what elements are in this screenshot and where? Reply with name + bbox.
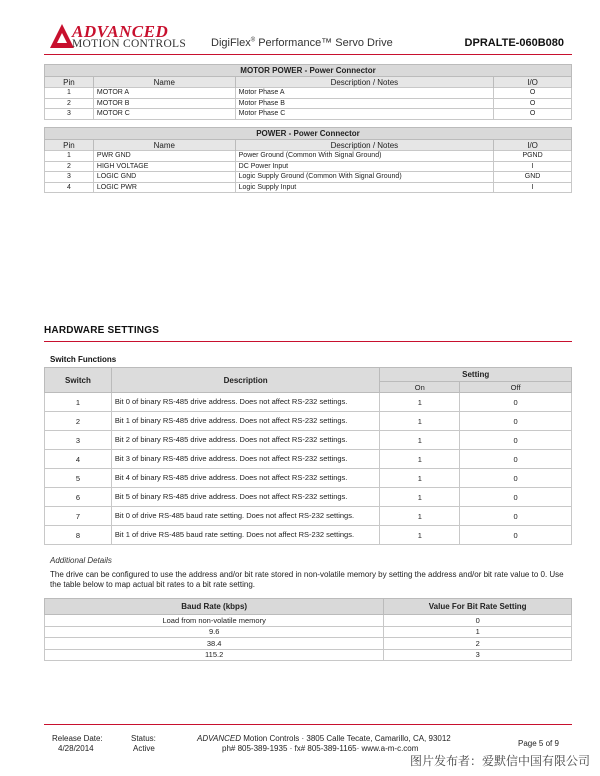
- table-row: [45, 151, 572, 162]
- cell-name: PWR GND: [93, 151, 235, 162]
- cell-on: 1: [380, 507, 460, 526]
- cell-on: 1: [380, 469, 460, 488]
- footer-rule: [44, 724, 572, 725]
- table-row: [45, 88, 572, 99]
- table-row: [45, 393, 572, 412]
- col-header-pin: Pin: [45, 77, 94, 88]
- cell-switch: 7: [45, 507, 112, 526]
- additional-details-title: Additional Details: [50, 556, 112, 565]
- cell-description: Bit 2 of binary RS-485 drive address. Does not affect RS-232 settings.: [111, 431, 379, 450]
- watermark-text: 图片发布者：爱默信中国有限公司: [409, 754, 590, 768]
- col-header-setting: Setting: [380, 368, 572, 382]
- cell-name: LOGIC GND: [93, 172, 235, 183]
- cell-switch: 5: [45, 469, 112, 488]
- cell-desc: DC Power Input: [235, 161, 493, 172]
- cell-desc: Motor Phase C: [235, 109, 493, 120]
- cell-pin: 3: [45, 109, 94, 120]
- cell-io: O: [494, 109, 572, 120]
- subsection-title: Switch Functions: [50, 355, 117, 364]
- cell-description: Bit 1 of binary RS-485 drive address. Does not affect RS-232 settings.: [111, 412, 379, 431]
- switch-functions-table: [44, 367, 572, 545]
- logo-triangle-icon: [50, 24, 74, 48]
- cell-baud-rate: 38.4: [45, 638, 384, 650]
- table-row: [45, 488, 572, 507]
- product-name: DigiFlex® Performance™ Servo Drive: [211, 37, 393, 49]
- cell-pin: 4: [45, 182, 94, 193]
- table-row: [45, 412, 572, 431]
- table-row: [45, 431, 572, 450]
- cell-description: Bit 5 of binary RS-485 drive address. Does not affect RS-232 settings.: [111, 488, 379, 507]
- motor-power-table: [44, 64, 572, 120]
- model-number: DPRALTE-060B080: [464, 37, 564, 49]
- cell-off: 0: [460, 526, 572, 545]
- cell-pin: 2: [45, 161, 94, 172]
- cell-io: I: [494, 182, 572, 193]
- baud-rate-table: [44, 598, 572, 661]
- cell-switch: 6: [45, 488, 112, 507]
- col-header-desc: Description / Notes: [235, 140, 493, 151]
- col-header-name: Name: [93, 140, 235, 151]
- logo-text-advanced: ADVANCED: [72, 22, 169, 41]
- cell-desc: Logic Supply Ground (Common With Signal Ground): [235, 172, 493, 183]
- cell-off: 0: [460, 488, 572, 507]
- cell-switch: 1: [45, 393, 112, 412]
- table-row: [45, 638, 572, 650]
- cell-on: 1: [380, 450, 460, 469]
- logo-text-motion-controls: MOTION CONTROLS: [72, 38, 187, 50]
- cell-off: 0: [460, 431, 572, 450]
- cell-off: 0: [460, 507, 572, 526]
- cell-name: HIGH VOLTAGE: [93, 161, 235, 172]
- release-date-label: Release Date:: [52, 734, 103, 743]
- cell-bit-rate-value: 0: [384, 615, 572, 627]
- cell-on: 1: [380, 431, 460, 450]
- cell-desc: Power Ground (Common With Signal Ground): [235, 151, 493, 162]
- cell-bit-rate-value: 2: [384, 638, 572, 650]
- cell-description: Bit 3 of binary RS-485 drive address. Does not affect RS-232 settings.: [111, 450, 379, 469]
- col-header-description: Description: [111, 368, 379, 393]
- cell-off: 0: [460, 393, 572, 412]
- cell-name: MOTOR A: [93, 88, 235, 99]
- company-contact: ph# 805-389-1935 · fx# 805-389-1165· www.a-m-c.com: [222, 744, 419, 753]
- cell-io: O: [494, 98, 572, 109]
- col-header-name: Name: [93, 77, 235, 88]
- cell-on: 1: [380, 488, 460, 507]
- cell-switch: 3: [45, 431, 112, 450]
- table-row: [45, 507, 572, 526]
- cell-on: 1: [380, 412, 460, 431]
- company-logo: [50, 22, 192, 52]
- cell-pin: 3: [45, 172, 94, 183]
- section-title: HARDWARE SETTINGS: [44, 325, 160, 336]
- cell-name: MOTOR C: [93, 109, 235, 120]
- cell-io: O: [494, 88, 572, 99]
- cell-pin: 2: [45, 98, 94, 109]
- additional-details-text: The drive can be configured to use the address and/or bit rate stored in non-volatile memory by setting the address and/or bit rate value to 0. Use the table below to map actual bit rates to a bit rate setting.: [50, 570, 564, 589]
- cell-desc: Motor Phase A: [235, 88, 493, 99]
- page-number: Page 5 of 9: [518, 739, 559, 748]
- col-header-io: I/O: [494, 140, 572, 151]
- table-row: [45, 98, 572, 109]
- status-value: Active: [133, 744, 155, 753]
- table-row: [45, 172, 572, 183]
- table-row: [45, 626, 572, 638]
- table-row: [45, 615, 572, 627]
- table-row: [45, 450, 572, 469]
- cell-desc: Motor Phase B: [235, 98, 493, 109]
- col-header-on: On: [380, 382, 460, 393]
- cell-baud-rate: Load from non-volatile memory: [45, 615, 384, 627]
- table-caption: POWER - Power Connector: [45, 128, 572, 140]
- company-brand: ADVANCED: [197, 734, 242, 743]
- col-header-baud-rate: Baud Rate (kbps): [45, 599, 384, 615]
- cell-off: 0: [460, 469, 572, 488]
- cell-description: Bit 4 of binary RS-485 drive address. Does not affect RS-232 settings.: [111, 469, 379, 488]
- col-header-pin: Pin: [45, 140, 94, 151]
- col-header-switch: Switch: [45, 368, 112, 393]
- cell-switch: 8: [45, 526, 112, 545]
- cell-name: MOTOR B: [93, 98, 235, 109]
- cell-io: PGND: [494, 151, 572, 162]
- header-rule: [44, 54, 572, 55]
- section-rule: [44, 341, 572, 342]
- col-header-bit-rate-value: Value For Bit Rate Setting: [384, 599, 572, 615]
- company-address: ADVANCED Motion Controls · 3805 Calle Tecate, Camarillo, CA, 93012: [197, 734, 451, 743]
- table-row: [45, 469, 572, 488]
- cell-description: Bit 0 of binary RS-485 drive address. Does not affect RS-232 settings.: [111, 393, 379, 412]
- table-row: [45, 182, 572, 193]
- cell-description: Bit 0 of drive RS-485 baud rate setting. Does not affect RS-232 settings.: [111, 507, 379, 526]
- table-caption: MOTOR POWER - Power Connector: [45, 65, 572, 77]
- power-table: [44, 127, 572, 193]
- cell-switch: 2: [45, 412, 112, 431]
- cell-off: 0: [460, 412, 572, 431]
- table-row: [45, 526, 572, 545]
- cell-pin: 1: [45, 88, 94, 99]
- cell-bit-rate-value: 3: [384, 649, 572, 661]
- cell-off: 0: [460, 450, 572, 469]
- col-header-off: Off: [460, 382, 572, 393]
- cell-on: 1: [380, 393, 460, 412]
- cell-bit-rate-value: 1: [384, 626, 572, 638]
- cell-on: 1: [380, 526, 460, 545]
- table-row: [45, 649, 572, 661]
- col-header-io: I/O: [494, 77, 572, 88]
- table-row: [45, 109, 572, 120]
- cell-name: LOGIC PWR: [93, 182, 235, 193]
- cell-baud-rate: 9.6: [45, 626, 384, 638]
- cell-switch: 4: [45, 450, 112, 469]
- table-row: [45, 161, 572, 172]
- cell-pin: 1: [45, 151, 94, 162]
- cell-io: GND: [494, 172, 572, 183]
- status-label: Status:: [131, 734, 156, 743]
- col-header-desc: Description / Notes: [235, 77, 493, 88]
- cell-desc: Logic Supply Input: [235, 182, 493, 193]
- cell-baud-rate: 115.2: [45, 649, 384, 661]
- release-date: 4/28/2014: [58, 744, 94, 753]
- cell-description: Bit 1 of drive RS-485 baud rate setting. Does not affect RS-232 settings.: [111, 526, 379, 545]
- cell-io: I: [494, 161, 572, 172]
